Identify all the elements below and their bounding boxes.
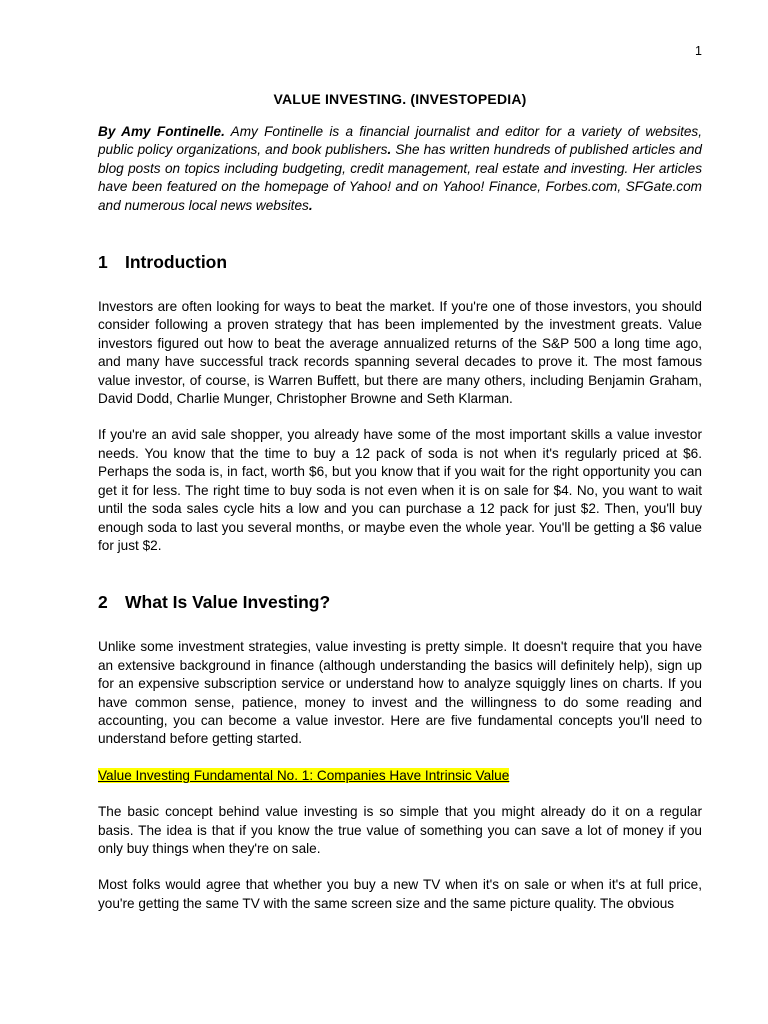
author-name: By Amy Fontinelle.: [98, 124, 225, 139]
byline-text-2: She has written hundreds of published articles and blog posts on topics including budgeting, credit management, real estate and investing. Her articles have been featured on the homepage of Yahoo! and on Yahoo! Finance, Forbes.com, SFGate.com and numerous local news websites: [98, 142, 702, 213]
page-number: 1: [695, 44, 702, 58]
section-title: What Is Value Investing?: [125, 592, 331, 613]
author-byline: [98, 123, 702, 215]
value-investing-paragraph-3: Most folks would agree that whether you buy a new TV when it's on sale or when it's at full price, you're getting the same TV with the same screen size and the same picture quality. The obvious: [98, 877, 702, 911]
section-title: Introduction: [125, 252, 228, 273]
section-number: 2: [98, 592, 108, 613]
byline-end: .: [308, 197, 313, 213]
document-title: VALUE INVESTING. (INVESTOPEDIA): [273, 91, 527, 107]
byline-text-1: Amy Fontinelle is a financial journalist and editor for a variety of websites, public policy organizations, and book publishers: [98, 124, 702, 158]
section-number: 1: [98, 252, 108, 273]
byline-period: .: [387, 142, 392, 158]
intro-paragraph-1: Investors are often looking for ways to beat the market. If you're one of those investors, you should consider following a proven strategy that has been implemented by the investment greats. Value investors figured out how to beat the average annualized returns of the S&P 500 a long time ago, and many have successful track records spanning several decades to prove it. The most famous value investor, of course, is Warren Buffett, but there are many others, including Benjamin Graham, David Dodd, Charlie Munger, Christopher Browne and Seth Klarman.: [98, 299, 702, 407]
fundamental-1-heading: [98, 767, 702, 785]
section-heading-introduction: [98, 251, 702, 273]
section-heading-what-is-value-investing: [98, 591, 702, 613]
value-investing-paragraph-1: Unlike some investment strategies, value investing is pretty simple. It doesn't require that you have an extensive background in finance (although understanding the basics will definitely help), sign up for an expensive subscription service or understand how to analyze squiggly lines on charts. If you have common sense, patience, money to invest and the willingness to do some reading and accounting, you can become a value investor. Here are five fundamental concepts you'll need to understand before getting started.: [98, 639, 702, 747]
highlighted-text: Value Investing Fundamental No. 1: Companies Have Intrinsic Value: [98, 767, 510, 783]
value-investing-paragraph-2: The basic concept behind value investing is so simple that you might already do it on a regular basis. The idea is that if you know the true value of something you can save a lot of money if you only buy things when they're on sale.: [98, 804, 702, 856]
intro-paragraph-2: If you're an avid sale shopper, you already have some of the most important skills a value investor needs. You know that the time to buy a 12 pack of soda is not when it's regularly priced at $6. Perhaps the soda is, in fact, worth $6, but you know that if you wait for the right opportunity you can get it for less. The right time to buy soda is not even when it is on sale for $4. No, you want to wait until the soda sales cycle hits a low and you can purchase a 12 pack for just $2. Then, you'll buy enough soda to last you several months, or maybe even the whole year. You'll be getting a $6 value for just $2.: [98, 427, 702, 553]
